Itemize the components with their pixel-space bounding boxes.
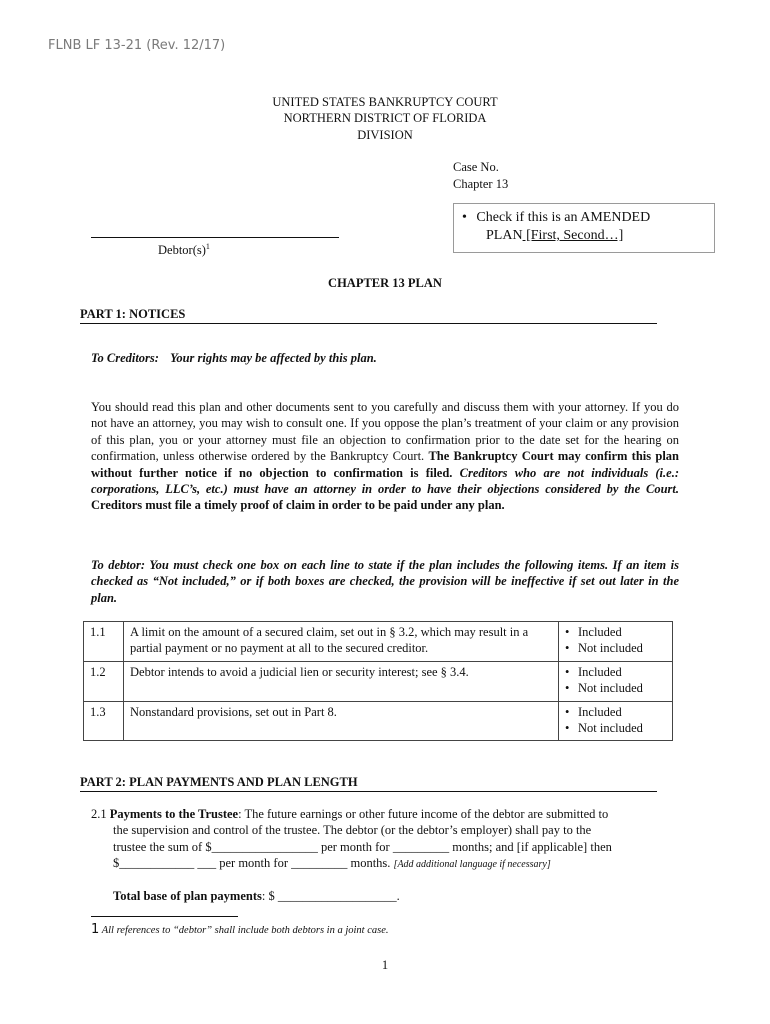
- debtor-label: $Debtor(s)^1$: [158, 242, 210, 258]
- item-number: 1.1: [84, 622, 124, 662]
- amended-plan-designation: [First, Second…]: [522, 228, 624, 243]
- included-option[interactable]: • Included: [565, 624, 667, 640]
- page-title: CHAPTER 13 PLAN: [328, 276, 442, 290]
- page-number: 1: [381, 958, 389, 972]
- table-row: [84, 661, 673, 701]
- court-district: NORTHERN DISTRICT OF FLORIDA: [283, 111, 487, 125]
- court-name: UNITED STATES BANKRUPTCY COURT: [272, 95, 498, 109]
- amended-plan-prefix: PLAN: [486, 228, 523, 243]
- total-plan-payments[interactable]: Total base of plan payments: $ ___________________.: [113, 889, 400, 903]
- item-number: 1.3: [84, 701, 124, 741]
- footnote-ref: 1: [205, 242, 210, 251]
- debtor-signature-line: [91, 237, 339, 238]
- item-description: Debtor intends to avoid a judicial lien or security interest; see § 3.4.: [124, 661, 559, 701]
- payment-step-line[interactable]: $____________ ___ per month for _________ months. [Add additional language if necessary]: [113, 856, 551, 871]
- plan-items-table: [83, 621, 673, 741]
- court-division: DIVISION: [357, 128, 413, 142]
- part1-heading: PART 1: NOTICES: [80, 307, 657, 324]
- table-row: [84, 622, 673, 662]
- item-number: 1.2: [84, 661, 124, 701]
- case-number-label: Case No.: [453, 160, 499, 174]
- included-option[interactable]: • Included: [565, 704, 667, 720]
- bullet-icon: •: [462, 210, 467, 225]
- not-included-option[interactable]: • Not included: [565, 720, 667, 736]
- to-creditors: [91, 351, 377, 366]
- to-creditors-text: Your rights may be affected by this plan.: [170, 351, 377, 365]
- creditors-notice-paragraph: You should read this plan and other documents sent to you carefully and discuss them with your attorney. If you do not have an attorney, you may wish to consult one. If you oppose the plan’s treatment of your claim or any provision of this plan, you or your attorney must file an objection to confirmation prior to the date set for the hearing on confirmation, unless otherwise ordered by the Bankruptcy Court. The Bankruptcy Court may confirm this plan without further notice if no objection to confirmation is filed. Creditors who are not individuals (i.e.: corporations, LLC’s, etc.) must have an attorney in order to have their objections considered by the Court. Creditors must file a timely proof of claim in order to be paid under any plan.: [91, 400, 679, 513]
- included-option[interactable]: • Included: [565, 664, 667, 680]
- to-debtor-paragraph: To debtor: You must check one box on each line to state if the plan includes the following items. If an item is checked as “Not included,” or if both boxes are checked, the provision will be ineffective if set out later in the plan.: [91, 558, 679, 605]
- section-2-1-title: Payments to the Trustee: [109, 807, 239, 821]
- not-included-option[interactable]: • Not included: [565, 680, 667, 696]
- footnote-divider: [91, 916, 238, 917]
- amended-plan-line1: [462, 210, 650, 226]
- not-included-option[interactable]: • Not included: [565, 640, 667, 656]
- payment-amount-line[interactable]: trustee the sum of $_________________ per month for _________ months; and [if applicable] then: [113, 839, 612, 854]
- chapter-label: Chapter 13: [453, 177, 509, 191]
- amended-plan-text: Check if this is an AMENDED: [476, 210, 651, 225]
- table-row: [84, 701, 673, 741]
- item-description: Nonstandard provisions, set out in Part 8.: [124, 701, 559, 741]
- to-creditors-label: To Creditors:: [91, 351, 159, 365]
- amended-plan-box[interactable]: [453, 203, 715, 253]
- item-description: A limit on the amount of a secured claim, set out in § 3.2, which may result in a partial payment or no payment at all to the secured creditor.: [124, 622, 559, 662]
- part2-heading: PART 2: PLAN PAYMENTS AND PLAN LENGTH: [80, 775, 657, 792]
- footnote: 1 All references to “debtor” shall include both debtors in a joint case.: [91, 922, 389, 937]
- section-2-1: 2.1 Payments to the Trustee: The future earnings or other future income of the debtor are submitted to the supervision and control of the trustee. The debtor (or the debtor’s employer) shall pay to the trustee the sum of $_________________ per month for _________ months; and [if applicable] then $____________ ___ per month for _________ months. [Add additional language if necessary]: [91, 806, 681, 874]
- form-id: FLNB LF 13-21 (Rev. 12/17): [48, 38, 226, 53]
- amended-plan-line2: [486, 228, 623, 244]
